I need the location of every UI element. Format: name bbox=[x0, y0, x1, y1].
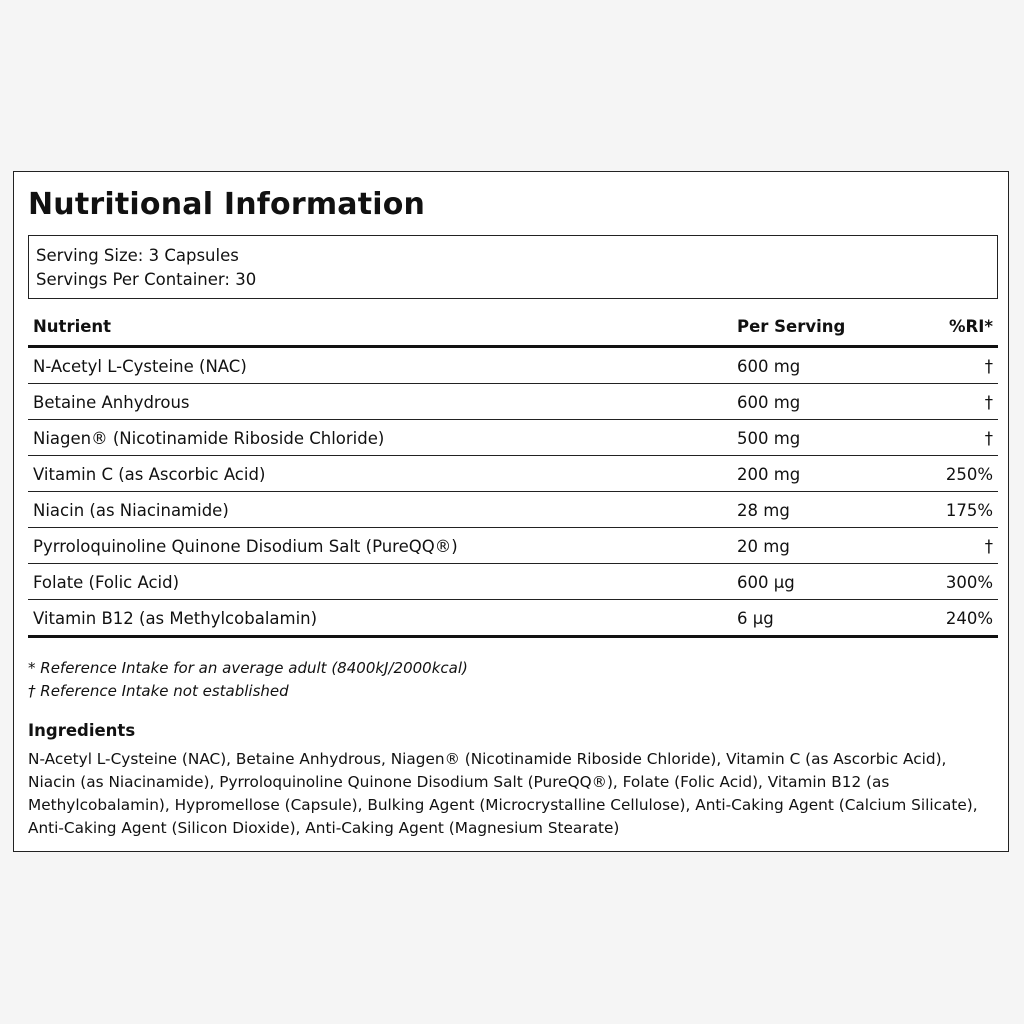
nutrient-amount: 600 mg bbox=[737, 357, 801, 376]
nutrient-amount: 500 mg bbox=[737, 429, 801, 448]
nutrient-ri: 250% bbox=[945, 465, 993, 484]
nutrient-name: N-Acetyl L-Cysteine (NAC) bbox=[33, 357, 247, 376]
header-ri: %RI* bbox=[948, 317, 993, 336]
nutrient-name: Folate (Folic Acid) bbox=[33, 573, 180, 592]
nutrient-name: Vitamin B12 (as Methylcobalamin) bbox=[33, 609, 318, 628]
footnote-reference-intake: * Reference Intake for an average adult (8400kJ/2000kcal) bbox=[28, 659, 468, 677]
ingredients-title: Ingredients bbox=[28, 721, 136, 740]
table-row bbox=[28, 420, 998, 456]
nutrient-name: Betaine Anhydrous bbox=[33, 393, 190, 412]
table-row bbox=[28, 564, 998, 600]
nutrient-amount: 6 µg bbox=[737, 609, 774, 628]
servings-per-container: Servings Per Container: 30 bbox=[36, 270, 257, 289]
nutrient-name: Pyrroloquinoline Quinone Disodium Salt (PureQQ®) bbox=[33, 537, 458, 556]
nutrient-amount: 28 mg bbox=[737, 501, 790, 520]
table-body bbox=[28, 348, 998, 638]
table-row bbox=[28, 384, 998, 420]
nutrient-ri: † bbox=[984, 537, 993, 556]
serving-size: Serving Size: 3 Capsules bbox=[36, 246, 239, 265]
nutrient-ri: 240% bbox=[945, 609, 993, 628]
nutrient-amount: 600 µg bbox=[737, 573, 795, 592]
table-row bbox=[28, 528, 998, 564]
header-per-serving: Per Serving bbox=[737, 317, 846, 336]
nutrient-table bbox=[28, 309, 998, 638]
table-row bbox=[28, 456, 998, 492]
nutrient-amount: 20 mg bbox=[737, 537, 790, 556]
nutrient-name: Vitamin C (as Ascorbic Acid) bbox=[33, 465, 266, 484]
nutrient-ri: † bbox=[984, 393, 993, 412]
nutrient-ri: † bbox=[984, 357, 993, 376]
ingredients-text: N-Acetyl L-Cysteine (NAC), Betaine Anhydrous, Niagen® (Nicotinamide Riboside Chloride), Vitamin C (as Ascorbic Acid), Niacin (as Niacinamide), Pyrroloquinoline Quinone Disodium Salt (PureQQ®), Folate (Folic Acid), Vitamin B12 (as Methylcobalamin), Hypromellose (Capsule), Bulking Agent (Microcrystalline Cellulose), Anti-Caking Agent (Calcium Silicate), Anti-Caking Agent (Silicon Dioxide), Anti-Caking Agent (Magnesium Stearate) bbox=[28, 750, 978, 837]
nutrient-ri: 175% bbox=[945, 501, 993, 520]
nutrient-amount: 200 mg bbox=[737, 465, 801, 484]
footnote-not-established: † Reference Intake not established bbox=[28, 682, 289, 700]
panel-title: Nutritional Information bbox=[28, 187, 426, 222]
table-row bbox=[28, 600, 998, 638]
header-nutrient: Nutrient bbox=[33, 317, 112, 336]
nutrient-ri: 300% bbox=[945, 573, 993, 592]
nutrient-ri: † bbox=[984, 429, 993, 448]
nutrition-panel bbox=[13, 171, 1009, 852]
serving-info-box bbox=[28, 235, 998, 299]
table-row bbox=[28, 492, 998, 528]
nutrient-name: Niacin (as Niacinamide) bbox=[33, 501, 229, 520]
table-header bbox=[28, 309, 998, 348]
table-row bbox=[28, 348, 998, 384]
footnotes bbox=[28, 657, 468, 703]
nutrient-amount: 600 mg bbox=[737, 393, 801, 412]
nutrient-name: Niagen® (Nicotinamide Riboside Chloride) bbox=[33, 429, 385, 448]
